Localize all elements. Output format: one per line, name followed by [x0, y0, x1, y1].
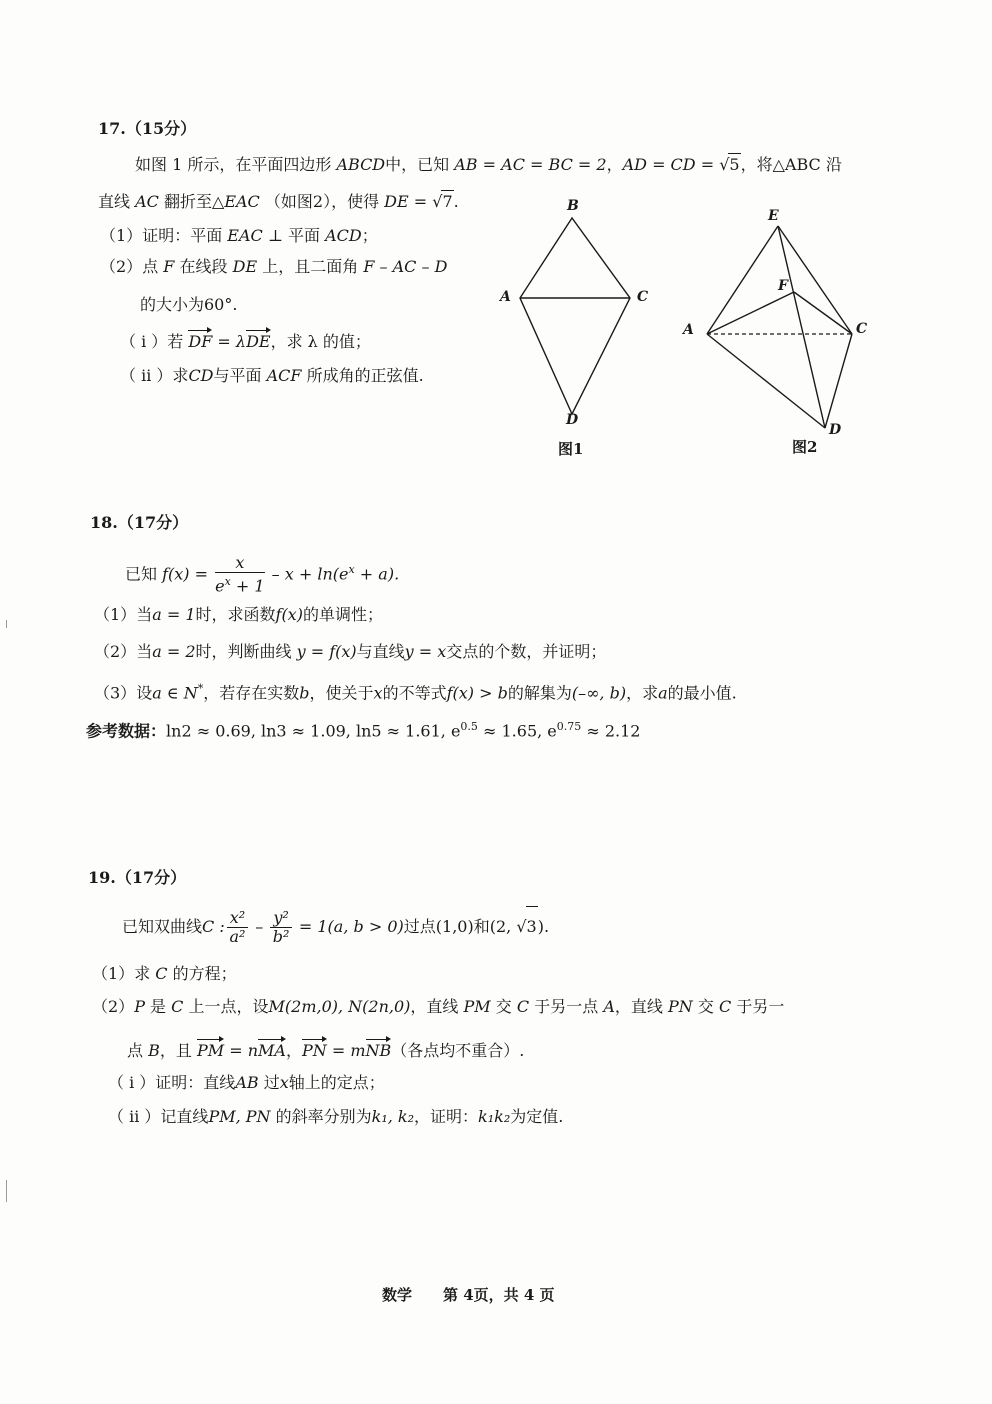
q17-part1-perp: ⊥ 平面: [267, 226, 321, 245]
q19-sub-i-text3: 轴上的定点；: [288, 1073, 385, 1092]
q17-part2-text1: 点: [142, 257, 159, 276]
fig2-edge-ed: [778, 226, 825, 428]
q17-sub-ii-text1: 求: [172, 366, 189, 385]
fig2-edge-ae: [707, 226, 778, 334]
q18-fraction: [215, 554, 264, 595]
q18-frac-den-wrap: [215, 573, 264, 595]
q19-sub-ii: [108, 1106, 563, 1128]
fig2-label-c: C: [856, 321, 868, 337]
q18-p3-ineq: f(x) > b: [446, 683, 508, 703]
scan-mark: [6, 1180, 7, 1202]
q19-vec-pn: PN: [301, 1041, 327, 1060]
q19-sub-ii-text3: ，证明：: [414, 1107, 479, 1126]
q18-p1-text1: 当: [136, 605, 153, 624]
q19-p2-mn: M(2m,0), N(2n,0): [268, 997, 411, 1016]
q17-vec-de: DE: [246, 332, 271, 351]
q17-part1-label: （1）: [100, 226, 143, 245]
q19-p2-text3: ，直线: [410, 997, 459, 1016]
q18-ref-label: 参考数据：: [86, 721, 167, 741]
q19-p2b-eq2: = m: [326, 1041, 366, 1060]
q17-sub-ii-text3: 所成角的正弦值.: [306, 366, 424, 385]
q18-ref-values: ln2 ≈ 0.69, ln3 ≈ 1.09, ln5 ≈ 1.61, e: [166, 721, 461, 741]
q17-line2: 直线 AC 翻折至△EAC （如图2），使得 DE = √7.: [98, 192, 459, 211]
q19-p2b-text1: 点: [127, 1041, 144, 1060]
q19-p2-text5: 于另一点: [534, 997, 599, 1016]
q19-fraction-y: [270, 909, 291, 946]
q18-ref-end: ≈ 2.12: [581, 721, 641, 741]
q18-p3-b: b: [299, 683, 310, 703]
q18-p3-sup: *: [197, 682, 204, 695]
q18-part3: [94, 678, 737, 704]
fig2-label-e: E: [768, 208, 779, 224]
q17-part1-acd: ACD: [325, 226, 362, 245]
q19-sub-ii-k: k₁, k₂: [371, 1107, 415, 1126]
q19-p2b-text2: ，且: [159, 1041, 192, 1060]
q18-given: 已知: [125, 564, 158, 584]
fig2-label-a: A: [683, 322, 694, 338]
q17-sqrt7: 7: [442, 192, 453, 211]
q17-intro-mid: 中，已知: [385, 155, 450, 174]
q19-sub-ii-text4: 为定值.: [510, 1107, 564, 1126]
q17-ac: AC: [135, 192, 159, 211]
q19-p2-a: A: [603, 997, 615, 1016]
q19-pass: 过点: [403, 917, 436, 936]
q17-sub-i-label: （ i ）: [120, 332, 168, 351]
q19-p2b-note: （各点均不重合）.: [391, 1041, 525, 1060]
q19-p2b-eq1: = n: [224, 1041, 259, 1060]
q19-fraction-x: [227, 909, 248, 946]
q19-sub-i-text2: 过: [263, 1073, 280, 1092]
q17-vec-df: DF: [188, 332, 213, 351]
q18-p3-text1: 设: [136, 683, 153, 703]
q17-sub-ii-cd: CD: [188, 366, 214, 385]
q18-p3-interval: (–∞, b): [571, 683, 627, 703]
q18-frac-den-sup: x: [224, 575, 231, 589]
q19-sub-i-text1: 证明：直线: [155, 1073, 236, 1092]
q18-fx: f(x) =: [162, 564, 214, 584]
q17-figures: [490, 192, 890, 467]
q19-p1-text2: 的方程；: [172, 964, 237, 983]
q19-p2-text4: 交: [495, 997, 512, 1016]
q19-p2-text7: 交: [697, 997, 714, 1016]
q17-part2: [100, 256, 447, 278]
q19-p1-text1: 求: [134, 964, 151, 983]
q19-f1-den: a²: [229, 927, 246, 946]
fig2-edge-ec: [778, 226, 852, 334]
footer-page-info: 第 4页，共 4 页: [443, 1286, 555, 1304]
q18-frac-den: e: [215, 576, 225, 596]
q18-part1: [94, 604, 383, 626]
q17-intro-line: 如图 1 所示，在平面四边形 ABCD中，已知 AB = AC = BC = 2，AD = CD = √5，将△ABC 沿: [135, 155, 842, 174]
q18-p3-label: （3）: [94, 683, 137, 703]
q19-header: 19.（17分）: [88, 868, 187, 887]
q18-p1-cond: a = 1: [152, 605, 196, 624]
q19-p2b-comma: ，: [285, 1041, 302, 1060]
q19-p2-text6: ，直线: [614, 997, 663, 1016]
q17-part1-end: ；: [361, 226, 378, 245]
q19-vec-ma: MA: [258, 1041, 286, 1060]
q17-sub-ii: [120, 365, 424, 387]
q17-de-eq: DE =: [384, 192, 433, 211]
q18-header: 18.（17分）: [90, 513, 189, 532]
q17-sub-i-eq: = λ: [212, 332, 247, 351]
q19-pt2-end: ).: [537, 917, 550, 936]
q19-p1-label: （1）: [92, 964, 135, 983]
q18-tail-sup: x: [348, 563, 355, 576]
q17-part1-eac: EAC: [227, 226, 263, 245]
q19-part2-cont: [127, 1040, 524, 1062]
q17-sub-i: [120, 331, 371, 353]
fig1-label-c: C: [637, 289, 649, 305]
q18-frac-num: x: [215, 554, 264, 573]
q18-p2-curve: y = f(x): [296, 642, 357, 661]
q17-header: 17.（15分）: [98, 119, 197, 138]
q19-eq-tail: = 1(a, b > 0): [293, 917, 404, 936]
q18-p2-text2: 时，判断曲线: [195, 642, 292, 661]
q17-part2-de: DE: [232, 257, 258, 276]
q18-p1-label: （1）: [94, 605, 137, 624]
q19-sub-ii-prod: k₁k₂: [478, 1107, 511, 1126]
q19-sub-i-ab: AB: [235, 1073, 259, 1092]
q17-sub-i-if: 若: [167, 332, 184, 351]
q17-sub-i-end: ，求 λ 的值；: [270, 332, 371, 351]
fig2-label-f: F: [778, 278, 788, 294]
q19-sub-ii-lines: PM, PN: [208, 1107, 271, 1126]
q17-part1-text: 证明：平面: [142, 226, 223, 245]
q19-part1: [92, 963, 237, 985]
q19-pt1: (1,0): [435, 917, 474, 936]
q19-sub-ii-label: （ ii ）: [108, 1107, 161, 1126]
q18-p3-text3: ，使关于: [309, 683, 374, 703]
q19-p2-p: P: [134, 997, 145, 1016]
q17-sub-ii-text2: 与平面: [213, 366, 262, 385]
fig2-edge-cd: [825, 334, 852, 428]
q19-f1-num: x²: [227, 909, 248, 928]
q19-minus: –: [250, 917, 269, 936]
q19-part2: [92, 996, 784, 1018]
q19-sub-i-label: （ i ）: [108, 1073, 156, 1092]
q18-p2-cond: a = 2: [152, 642, 196, 661]
q18-ref-mid: ≈ 1.65, e: [477, 721, 557, 741]
q18-p3-cond: a ∈ N: [152, 683, 198, 703]
q17-intro-prefix: 如图 1 所示，在平面四边形: [135, 155, 332, 174]
q17-part2-label: （2）: [100, 257, 143, 276]
q18-p1-fx: f(x): [275, 605, 303, 624]
q18-part2: [94, 641, 606, 663]
q17-comma: ，: [606, 155, 623, 174]
q19-p2b-b: B: [148, 1041, 160, 1060]
q19-vec-pm: PM: [196, 1041, 225, 1060]
q19-p2-text2: 上一点，设: [188, 997, 269, 1016]
q17-line2-mid: 翻折至: [164, 192, 213, 211]
q18-tail-end: + a).: [354, 564, 400, 584]
q18-p1-text2: 时，求函数: [195, 605, 276, 624]
q18-p2-text4: 交点的个数，并证明；: [446, 642, 607, 661]
q17-sub-ii-acf: ACF: [266, 366, 302, 385]
q18-p3-text6: ，求: [626, 683, 659, 703]
q17-part1: [100, 225, 378, 247]
q18-p3-text2: ，若存在实数: [203, 683, 300, 703]
q17-part2-cont: 的大小为60°.: [140, 295, 238, 314]
scan-mark: [6, 620, 7, 628]
q17-line2-fig: （如图2），使得: [264, 192, 380, 211]
q17-intro-fold: ，将△ABC 沿: [740, 155, 842, 174]
q18-frac-den-tail: + 1: [230, 576, 265, 596]
q17-cond2: AD = CD =: [622, 155, 720, 174]
q19-p1-c: C: [155, 964, 168, 983]
q17-part2-f: F: [163, 257, 175, 276]
q17-sub-ii-label: （ ii ）: [120, 366, 173, 385]
q19-p2-text8: 于另一: [736, 997, 785, 1016]
figure-1: [498, 198, 648, 458]
q19-vec-nb: NB: [365, 1041, 392, 1060]
q17-period: .: [453, 192, 459, 211]
q19-p2-c2: C: [516, 997, 530, 1016]
q19-p2-label: （2）: [92, 997, 135, 1016]
q19-f2-num: y²: [270, 909, 291, 928]
q19-p2-c: C: [171, 997, 184, 1016]
q19-f2-den: b²: [272, 927, 290, 946]
q19-sub-i: [108, 1072, 385, 1094]
fig1-label-a: A: [500, 289, 511, 305]
q19-p2-pn: PN: [668, 997, 693, 1016]
q17-eac: △EAC: [212, 192, 260, 211]
fig2-edge-fc: [794, 292, 852, 334]
q19-sub-ii-text1: 记直线: [160, 1107, 209, 1126]
q19-hyperbola: 已知双曲线C : $\frac{\text{x²}}{\text{a²}}$ – $\frac{\text{y²}}{\text{b²}}$ = 1(a, b > 0)过点(1,0)和(2, √3).: [122, 908, 550, 946]
q17-line2-prefix: 直线: [98, 192, 131, 211]
q18-p3-x: x: [373, 683, 383, 703]
q19-p2-c3: C: [718, 997, 732, 1016]
q18-p2-label: （2）: [94, 642, 137, 661]
q18-p2-text1: 当: [136, 642, 153, 661]
q17-cond1: AB = AC = BC = 2: [454, 155, 607, 174]
q17-sqrt5: 5: [729, 155, 740, 174]
fig2-caption: 图2: [792, 438, 818, 456]
q19-given: 已知双曲线: [122, 917, 203, 936]
q18-p3-text5: 的解集为: [507, 683, 572, 703]
q18-p1-text3: 的单调性；: [302, 605, 383, 624]
fig1-label-b: B: [567, 198, 579, 214]
fig1-caption: 图1: [558, 440, 584, 458]
q19-sub-i-x: x: [279, 1073, 289, 1092]
q19-sub-ii-text2: 的斜率分别为: [275, 1107, 372, 1126]
q19-pt2-pre: (2,: [489, 917, 517, 936]
q17-quad: ABCD: [336, 155, 386, 174]
q19-c-colon: C :: [202, 917, 225, 936]
fig2-edge-ad: [707, 334, 825, 428]
q19-p2-text1: 是: [150, 997, 167, 1016]
q18-tail: – x + ln(e: [266, 564, 349, 584]
q18-ref-sup2: 0.75: [556, 720, 582, 733]
footer-subject: 数学: [382, 1286, 413, 1304]
q18-function: [125, 552, 399, 595]
q19-pt2-sqrt: 3: [526, 906, 538, 947]
fig2-label-d: D: [829, 422, 842, 438]
q17-part2-angle: F – AC – D: [363, 257, 448, 276]
q17-part2-text2: 在线段: [179, 257, 228, 276]
q19-and: 和: [473, 917, 490, 936]
q18-p2-line: y = x: [404, 642, 447, 661]
q18-p3-text7: 的最小值.: [667, 683, 737, 703]
q18-p3-text4: 的不等式: [382, 683, 447, 703]
fig1-label-d: D: [566, 412, 579, 428]
q18-reference: [86, 716, 640, 742]
fig1-quad-outline: [520, 218, 630, 414]
q18-ref-sup1: 0.5: [460, 720, 478, 733]
figure-2: [681, 208, 867, 456]
q17-part2-text3: 上，且二面角: [262, 257, 359, 276]
q18-p2-text3: 与直线: [356, 642, 405, 661]
q19-p2-pm: PM: [463, 997, 491, 1016]
q18-p3-a: a: [658, 683, 668, 703]
